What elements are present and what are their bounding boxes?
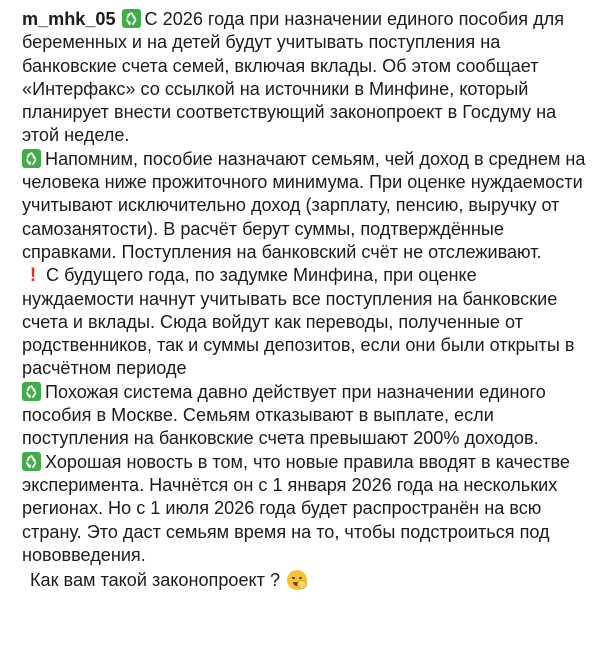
caption-paragraph-5 [22, 451, 588, 567]
username-link[interactable]: m_mhk_05 [22, 9, 116, 29]
paragraph-text: С 2026 года при назначении единого пособия для беременных и на детей будут учитывать поступления на банковские счета семей, включая вклады. Об этом сообщает «Интерфакс» со ссылкой на источники в Минфине, который планирует внести соответствующий законопроект в Госдуму на этой неделе. [22, 9, 565, 146]
caption-paragraph-1 [22, 8, 588, 148]
paragraph-text: Похожая система давно действует при назначении единого пособия в Москве. Семьям отказывают в выплате, если поступления на банковские счета превышают 200% доходов. [22, 381, 546, 449]
paragraph-text: С будущего года, по задумке Минфина, при оценке нуждаемости начнут учитывать все поступления на банковские счета и вклады. Сюда войдут как переводы, полученные от родственников, так и суммы депозитов, если они были открыты в расчётном периоде [22, 265, 575, 379]
recycle-icon [122, 9, 141, 28]
paragraph-text: Хорошая новость в том, что новые правила вводят в качестве эксперимента. Начнётся он с 1 января 2026 года на нескольких регионах. Но с 1 июля 2026 года будет распространён на всю страну. Это даст семьям время на то, чтобы подстроиться под нововведения. [22, 451, 570, 565]
paragraph-text: Напомним, пособие назначают семьям, чей доход в среднем на человека ниже прожиточного минимума. При оценке нуждаемости учитывают исключительно доход (зарплату, пенсию, выручку от самозанятости). В расчёт берут суммы, подтверждённые справками. Поступления на банковский счёт не отслеживают. [22, 148, 586, 262]
exclamation-icon: ! [29, 265, 37, 287]
caption-paragraph-4 [22, 381, 588, 451]
recycle-icon [22, 149, 41, 168]
post-caption [22, 8, 588, 592]
recycle-icon [22, 452, 41, 471]
recycle-icon [22, 382, 41, 401]
question-text: Как вам такой законопроект ? [30, 570, 281, 591]
caption-paragraph-2 [22, 148, 588, 264]
face-hand-over-mouth-icon [287, 570, 307, 590]
closing-question [22, 569, 588, 592]
caption-paragraph-3 [22, 264, 588, 380]
